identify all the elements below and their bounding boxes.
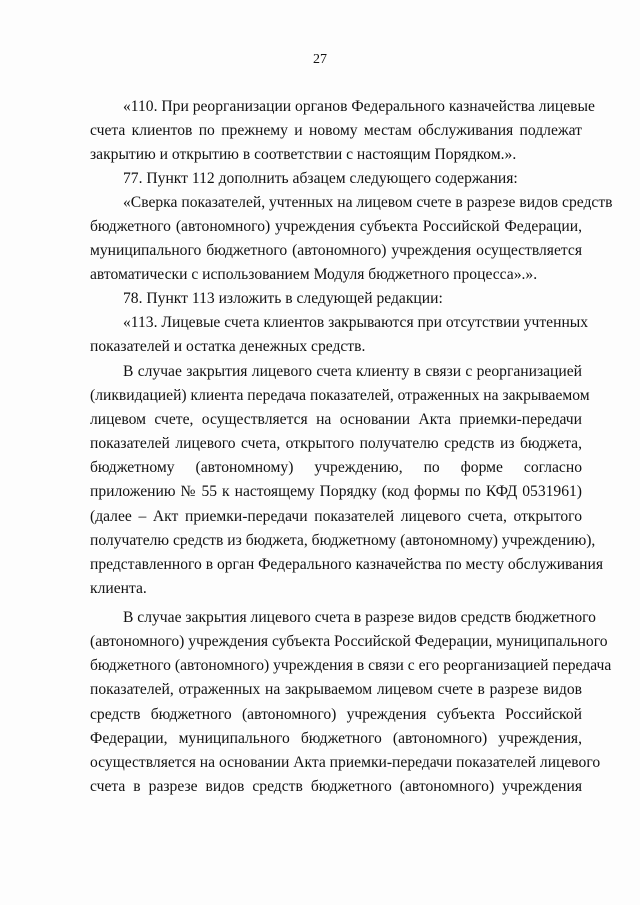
text-line: лицевом счете, осуществляется на основании Акта приемки-передачи	[90, 411, 582, 428]
text-line: «110. При реорганизации органов Федерального казначейства лицевые	[123, 98, 595, 115]
text-line: показателей лицевого счета, открытого получателю средств из бюджета,	[90, 435, 582, 452]
text-line: Федерации, муниципального бюджетного (автономного) учреждения,	[90, 730, 582, 747]
text-line: бюджетного (автономного) учреждения субъекта Российской Федерации,	[90, 218, 582, 235]
text-line: (автономного) учреждения субъекта Российской Федерации, муниципального	[90, 633, 608, 650]
text-line: закрытию и открытию в соответствии с настоящим Порядком.».	[90, 146, 517, 163]
text-line: счета клиентов по прежнему и новому местам обслуживания подлежат	[90, 122, 582, 139]
text-line: показателей, отраженных на закрываемом лицевом счете в разрезе видов	[90, 681, 582, 698]
text-line: приложению № 55 к настоящему Порядку (код формы по КФД 0531961)	[90, 483, 582, 500]
text-line: «113. Лицевые счета клиентов закрываются при отсутствии учтенных	[123, 314, 589, 331]
text-line: представленного в орган Федерального казначейства по месту обслуживания	[90, 556, 604, 573]
text-line: муниципального бюджетного (автономного) учреждения осуществляется	[90, 242, 582, 259]
text-line: В случае закрытия лицевого счета в разрезе видов средств бюджетного	[123, 609, 596, 626]
text-line: (ликвидацией) клиента передача показателей, отраженных на закрываемом	[90, 387, 590, 404]
text-line: осуществляется на основании Акта приемки-передачи показателей лицевого	[90, 754, 601, 771]
text-line: «Сверка показателей, учтенных на лицевом счете в разрезе видов средств	[123, 194, 613, 211]
text-line: 77. Пункт 112 дополнить абзацем следующего содержания:	[123, 170, 518, 187]
text-line: (далее – Акт приемки-передачи показателей лицевого счета, открытого	[90, 508, 582, 525]
text-line: автоматически с использованием Модуля бюджетного процесса».».	[90, 266, 538, 283]
text-line: клиента.	[90, 580, 147, 597]
text-line: бюджетному (автономному) учреждению, по форме согласно	[90, 459, 582, 476]
text-line: бюджетного (автономного) учреждения в связи с его реорганизацией передача	[90, 657, 612, 674]
text-line: средств бюджетного (автономного) учреждения субъекта Российской	[90, 706, 582, 723]
text-line: получателю средств из бюджета, бюджетному (автономному) учреждению),	[90, 532, 596, 549]
text-line: 78. Пункт 113 изложить в следующей редакции:	[123, 290, 443, 307]
text-line: В случае закрытия лицевого счета клиенту в связи с реорганизацией	[123, 363, 582, 380]
text-line: счета в разрезе видов средств бюджетного (автономного) учреждения	[90, 778, 582, 795]
text-line: показателей и остатка денежных средств.	[90, 338, 366, 355]
page-number: 27	[313, 52, 327, 67]
